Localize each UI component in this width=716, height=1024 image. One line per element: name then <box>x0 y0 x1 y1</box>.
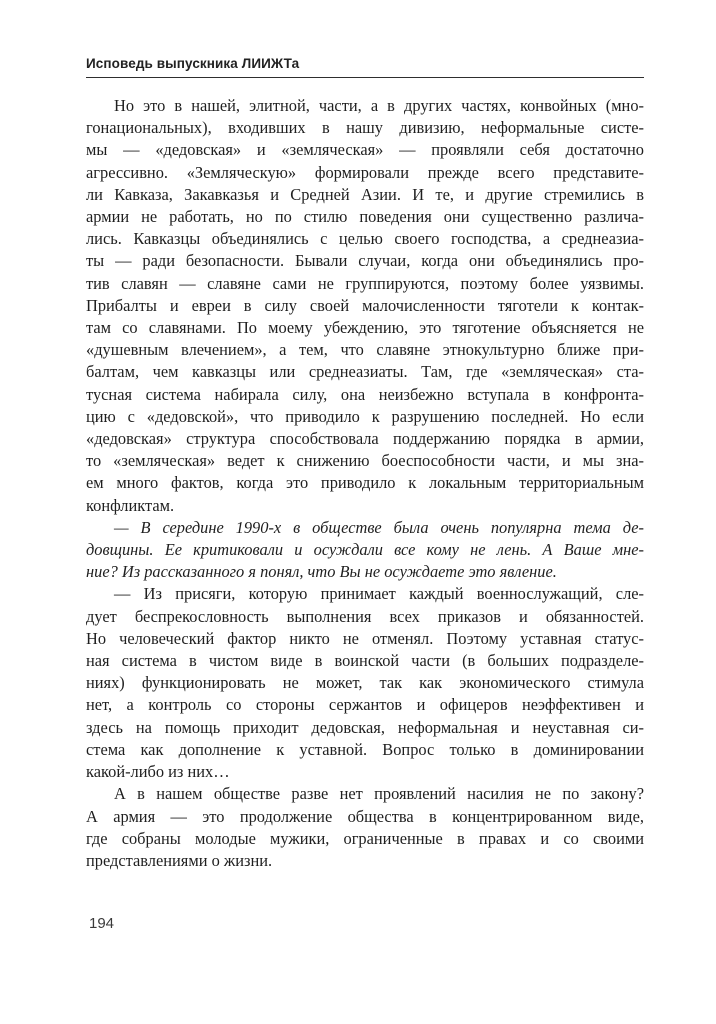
text-line: здесь на помощь приходит дедовская, неформальная и неуставная си- <box>86 717 644 737</box>
text-line: представлениями о жизни. <box>86 850 273 870</box>
text-line: — В середине 1990-х в обществе была очень популярна тема де- <box>114 517 644 537</box>
text-line: цию с «дедовской», что приводило к разрушению последней. Но если <box>86 406 644 426</box>
text-line: Но это в нашей, элитной, части, а в других частях, конвойных (мно- <box>114 96 644 115</box>
text-line: где собраны молодые мужики, ограниченные в правах и со своими <box>86 828 644 848</box>
text-line: Но человеческий фактор никто не отменял. Поэтому уставная статус- <box>86 628 644 648</box>
text-line: ты — ради безопасности. Бывали случаи, когда они объединялись про- <box>86 251 644 271</box>
paragraph <box>86 783 644 872</box>
text-line: лись. Кавказцы объединялись с целью своего господства, а среднеазиа- <box>86 229 644 249</box>
text-line: армии не работать, но по стилю поведения они существенно различа- <box>86 207 644 227</box>
text-line: тив славян — славяне сами не группируются, поэтому более уязвимы. <box>86 273 644 293</box>
text-line: ние? Из рассказанного я понял, что Вы не осуждаете это явление. <box>86 562 557 582</box>
text-line: ниях) функционировать не может, так как экономического стимула <box>86 673 644 693</box>
page-number: 194 <box>89 915 115 932</box>
text-line: ем много фактов, когда это приводило к локальным территориальным <box>86 473 644 493</box>
text-line: ная система в чистом виде в воинской части (в больших подразделе- <box>86 651 644 671</box>
text-line: довщины. Ее критиковали и осуждали все кому не лень. А Ваше мне- <box>86 540 644 560</box>
text-line: А армия — это продолжение общества в концентрированном виде, <box>86 806 644 826</box>
text-line: тусная система набирала силу, она неизбежно вступала в конфронта- <box>86 384 644 404</box>
text-line: — Из присяги, которую принимает каждый военнослужащий, сле- <box>114 584 644 604</box>
text-line: балтам, чем кавказцы или среднеазиаты. Там, где «земляческая» ста- <box>86 362 644 382</box>
text-line: Прибалты и евреи в силу своей малочисленности тяготели к контак- <box>86 295 644 315</box>
text-line: там со славянами. По моему убеждению, это тяготение объясняется не <box>86 318 644 338</box>
text-line: то «земляческая» ведет к снижению боеспособности части, и мы зна- <box>86 451 644 471</box>
paragraph <box>86 95 644 517</box>
running-header: Исповедь выпускника ЛИИЖТа <box>86 56 300 71</box>
text-line: стема как дополнение к уставной. Вопрос только в доминировании <box>86 739 644 759</box>
header-rule <box>86 77 644 78</box>
text-line: дует беспрекословность выполнения всех приказов и обязанностей. <box>86 606 644 626</box>
text-line: агрессивно. «Земляческую» формировали прежде всего представите- <box>86 162 644 182</box>
text-line: А в нашем обществе разве нет проявлений насилия не по закону? <box>114 784 644 804</box>
paragraph <box>86 583 644 783</box>
text-line: нет, а контроль со стороны сержантов и офицеров неэффективен и <box>86 695 644 715</box>
text-line: гонациональных), входивших в нашу дивизию, неформальные систе- <box>86 118 644 138</box>
text-line: конфликтам. <box>86 495 175 515</box>
text-line: мы — «дедовская» и «земляческая» — проявляли себя достаточно <box>86 140 644 160</box>
paragraph <box>86 517 644 584</box>
book-text <box>86 95 644 872</box>
text-line: «дедовская» структура способствовала поддержанию порядка в армии, <box>86 429 644 449</box>
text-line: ли Кавказа, Закавказья и Средней Азии. И те, и другие стремились в <box>86 184 644 204</box>
text-line: какой-либо из них… <box>86 762 230 782</box>
text-line: «душевным влечением», а тем, что славяне этнокультурно ближе при- <box>86 340 644 360</box>
